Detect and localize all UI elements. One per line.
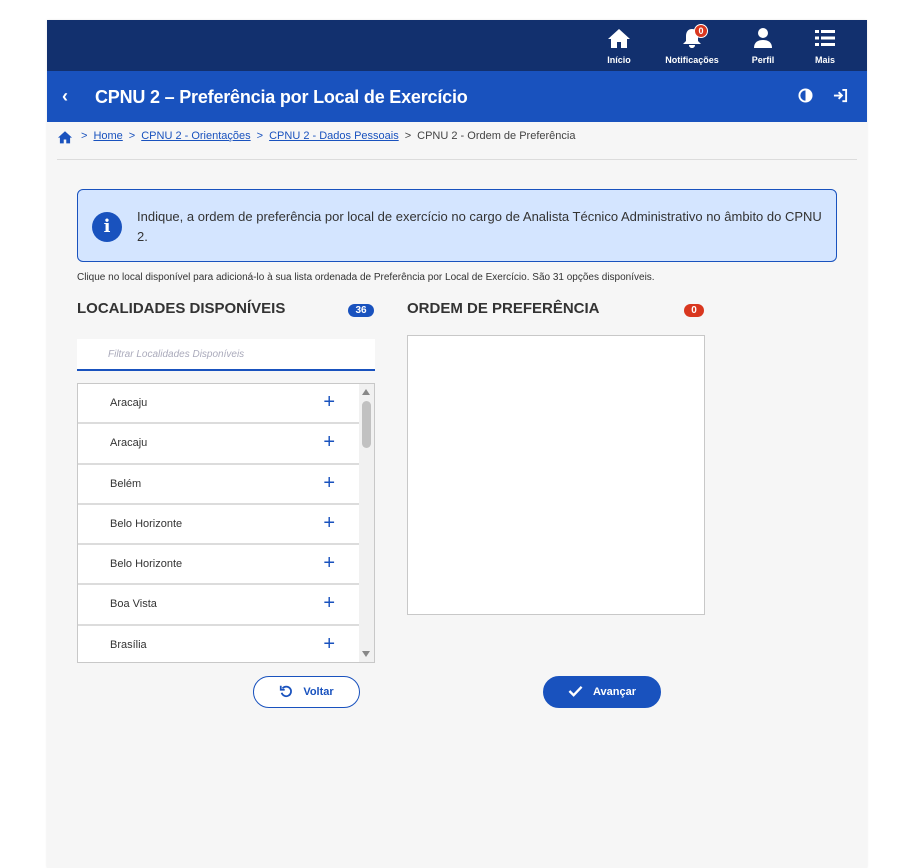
nav-home-label: Início: [607, 55, 631, 65]
page-title: CPNU 2 – Preferência por Local de Exercício: [95, 87, 468, 107]
breadcrumb-dados-pessoais[interactable]: CPNU 2 - Dados Pessoais: [269, 130, 399, 142]
chevron-left-icon[interactable]: ‹: [62, 86, 68, 106]
list-icon: [795, 26, 855, 50]
next-button-label: Avançar: [592, 686, 636, 698]
list-item[interactable]: [78, 465, 359, 505]
preference-count-badge: 0: [684, 304, 704, 317]
next-button[interactable]: [543, 676, 661, 708]
filter-locations-field[interactable]: [77, 339, 375, 371]
list-scrollbar[interactable]: [359, 384, 374, 662]
plus-icon[interactable]: +: [323, 552, 335, 575]
filter-locations-input[interactable]: [77, 339, 375, 369]
nav-profile-label: Perfil: [751, 55, 775, 65]
breadcrumb: [57, 130, 857, 160]
location-name: Belém: [110, 477, 142, 490]
contrast-icon[interactable]: [798, 88, 813, 108]
location-name: Brasília: [110, 638, 147, 651]
preference-title: ORDEM DE PREFERÊNCIA: [407, 300, 600, 317]
back-button[interactable]: [253, 676, 360, 708]
sign-in-icon[interactable]: [833, 88, 848, 108]
nav-notifications-label: Notificações: [665, 55, 719, 65]
scroll-down-icon[interactable]: [362, 651, 370, 657]
list-item[interactable]: [78, 384, 359, 424]
home-icon[interactable]: [57, 130, 73, 147]
list-item[interactable]: [78, 626, 359, 663]
breadcrumb-current: CPNU 2 - Ordem de Preferência: [417, 130, 576, 142]
list-item[interactable]: [78, 545, 359, 585]
info-icon: i: [92, 212, 122, 242]
top-navigation: [47, 20, 867, 71]
list-item[interactable]: [78, 585, 359, 625]
title-bar: [47, 71, 867, 122]
list-item[interactable]: [78, 424, 359, 464]
location-name: Aracaju: [110, 437, 148, 450]
home-icon: [589, 26, 649, 50]
notification-badge: 0: [694, 24, 708, 38]
breadcrumb-orientacoes[interactable]: CPNU 2 - Orientações: [141, 130, 251, 142]
bell-icon: [662, 26, 722, 50]
plus-icon[interactable]: +: [323, 471, 335, 494]
location-name: Belo Horizonte: [110, 558, 183, 571]
plus-icon[interactable]: +: [323, 632, 335, 655]
nav-notifications[interactable]: [662, 26, 722, 65]
user-icon: [733, 26, 793, 50]
preference-list[interactable]: [407, 335, 705, 615]
helper-text: Clique no local disponível para adicioná-lo à sua lista ordenada de Preferência por Local de Exercício. São 31 opções disponíveis.: [77, 272, 655, 283]
plus-icon[interactable]: +: [323, 511, 335, 534]
breadcrumb-separator: >: [128, 130, 136, 142]
undo-icon: [279, 684, 293, 701]
info-alert: [77, 189, 837, 262]
list-item[interactable]: [78, 505, 359, 545]
location-name: Aracaju: [110, 397, 148, 409]
nav-more-label: Mais: [814, 55, 835, 65]
plus-icon[interactable]: +: [323, 391, 335, 413]
breadcrumb-separator: >: [81, 130, 88, 142]
nav-more[interactable]: [795, 26, 855, 65]
location-name: Boa Vista: [110, 598, 157, 611]
plus-icon[interactable]: +: [323, 431, 335, 454]
available-title: LOCALIDADES DISPONÍVEIS: [77, 300, 286, 317]
breadcrumb-separator: >: [256, 130, 264, 142]
check-icon: [568, 685, 583, 700]
available-count-badge: 36: [348, 304, 374, 317]
nav-home[interactable]: [589, 26, 649, 65]
plus-icon[interactable]: +: [323, 592, 335, 615]
breadcrumb-separator: >: [404, 130, 412, 142]
breadcrumb-home[interactable]: Home: [93, 130, 123, 142]
scroll-up-icon[interactable]: [362, 389, 370, 395]
app-container: [47, 20, 867, 868]
back-button-label: Voltar: [303, 686, 334, 698]
nav-profile[interactable]: [733, 26, 793, 65]
available-locations-list[interactable]: [77, 383, 375, 663]
location-name: Belo Horizonte: [110, 517, 183, 530]
scrollbar-thumb[interactable]: [362, 401, 371, 448]
info-text: Indique, a ordem de preferência por local de exercício no cargo de Analista Técnico Administrativo no âmbito do CPNU 2.: [137, 209, 822, 244]
